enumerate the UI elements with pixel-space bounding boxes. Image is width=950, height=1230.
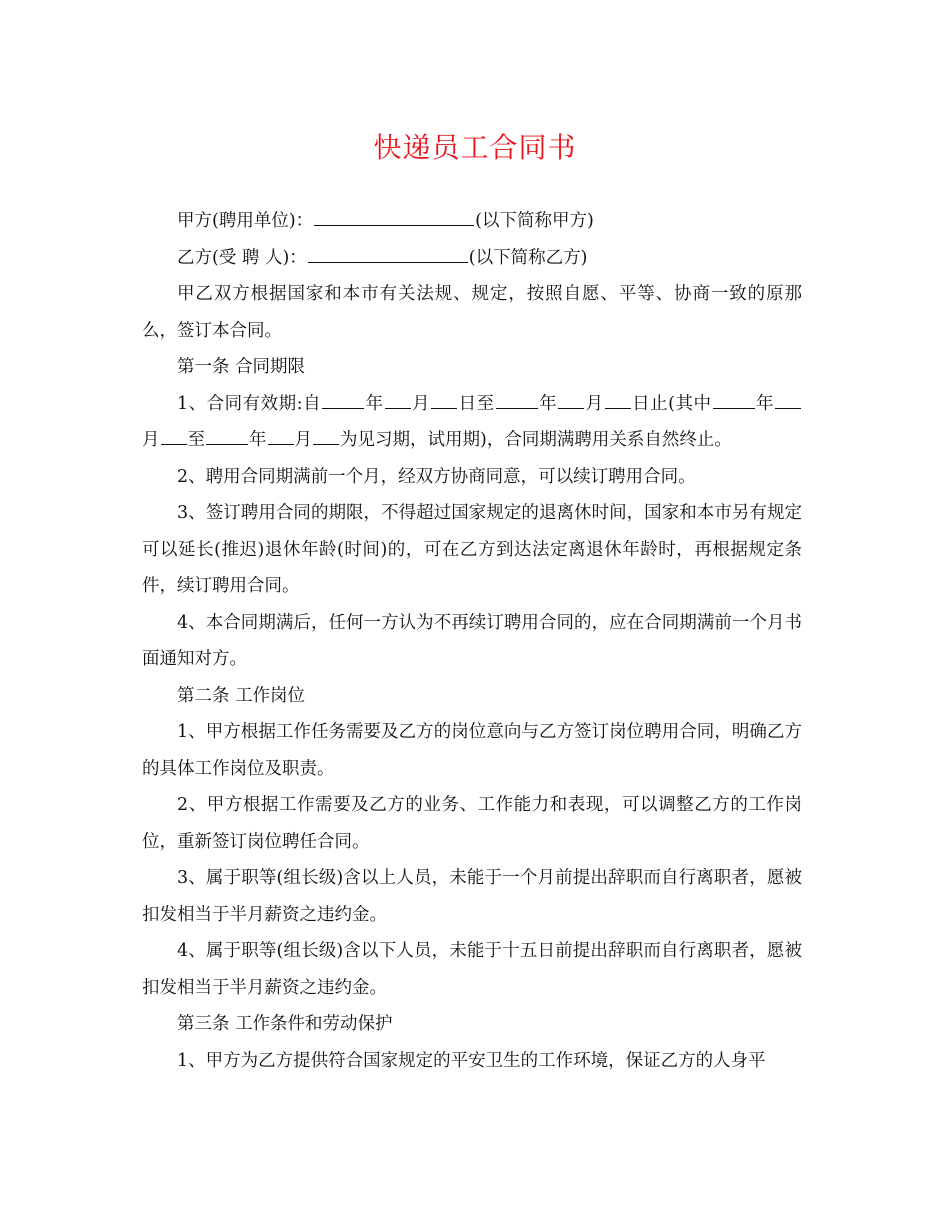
- year-label: 年: [249, 430, 267, 450]
- party-b-line: [142, 240, 802, 277]
- end-month-blank[interactable]: [558, 392, 584, 409]
- article-2-item-1: 1、甲方根据工作任务需要及乙方的岗位意向与乙方签订岗位聘用合同，明确乙方的具体工作岗位及职责。: [142, 722, 802, 779]
- probation-start-month-blank[interactable]: [775, 392, 801, 409]
- end-day-blank[interactable]: [605, 392, 631, 409]
- document-body: [142, 203, 802, 1079]
- year-label: 年: [755, 393, 775, 414]
- month-label: 月: [142, 430, 160, 450]
- start-day-blank[interactable]: [431, 392, 457, 409]
- probation-start-year-blank[interactable]: [713, 392, 755, 409]
- probation-end-year-blank[interactable]: [206, 428, 248, 445]
- article-3-item-1: 1、甲方为乙方提供符合国家规定的平安卫生的工作环境，保证乙方的人身平: [177, 1050, 766, 1071]
- party-a-suffix: (以下简称甲方): [475, 211, 594, 231]
- year-label: 年: [538, 393, 558, 414]
- article-1-item-3: 3、签订聘用合同的期限，不得超过国家规定的退离休时间，国家和本市另有规定可以延长(推迟)退休年龄(时间)的，可在乙方到达法定离退休年龄时，再根据规定条件，续订聘用合同。: [142, 503, 802, 596]
- probation-end-label: 为见习期，试用期)，合同期满聘用关系自然终止。: [340, 430, 732, 450]
- party-b-blank[interactable]: [308, 246, 468, 263]
- party-b-suffix: (以下简称乙方): [468, 247, 588, 268]
- end-year-blank[interactable]: [496, 392, 538, 409]
- article-1-heading: 第一条 合同期限: [177, 357, 306, 377]
- article-2-item-3: 3、属于职等(组长级)含以上人员，未能于一个月前提出辞职而自行离职者，愿被扣发相当于半月薪资之违约金。: [142, 868, 802, 925]
- article-1-item-1: [142, 386, 802, 459]
- probation-end-day-blank[interactable]: [313, 428, 339, 445]
- start-year-blank[interactable]: [322, 392, 364, 409]
- party-b-label: 乙方(受 聘 人)：: [177, 247, 307, 268]
- article-1-item-4: 4、本合同期满后，任何一方认为不再续订聘用合同的，应在合同期满前一个月书面通知对方。: [142, 612, 802, 669]
- party-a-blank[interactable]: [314, 209, 474, 226]
- article-2-heading: 第二条 工作岗位: [177, 685, 306, 706]
- term-start-label: 1、合同有效期:自: [177, 393, 322, 414]
- article-3-heading: 第三条 工作条件和劳动保护: [177, 1014, 393, 1034]
- day-to-label: 日至: [458, 393, 495, 414]
- month-label: 月: [294, 430, 312, 450]
- intro-paragraph: 甲乙双方根据国家和本市有关法规、规定，按照自愿、平等、协商一致的原那么，签订本合同。: [142, 284, 802, 341]
- month-label: 月: [585, 393, 604, 414]
- year-label: 年: [365, 393, 384, 414]
- month-label: 月: [411, 393, 431, 414]
- article-2-item-4: 4、属于职等(组长级)含以下人员，未能于十五日前提出辞职而自行离职者，愿被扣发相当于半月薪资之违约金。: [142, 941, 802, 998]
- party-a-label: 甲方(聘用单位)：: [177, 211, 314, 231]
- party-a-line: [142, 203, 802, 240]
- start-month-blank[interactable]: [385, 392, 411, 409]
- probation-end-month-blank[interactable]: [268, 428, 294, 445]
- article-2-item-2: 2、甲方根据工作需要及乙方的业务、工作能力和表现，可以调整乙方的工作岗位，重新签订岗位聘任合同。: [142, 795, 802, 852]
- article-1-item-2: 2、聘用合同期满前一个月，经双方协商同意，可以续订聘用合同。: [177, 466, 696, 487]
- day-end-label: 日止(其中: [631, 393, 712, 414]
- to-label: 至: [187, 430, 205, 450]
- probation-gap-blank[interactable]: [161, 428, 187, 445]
- document-title: 快递员工合同书: [373, 131, 577, 164]
